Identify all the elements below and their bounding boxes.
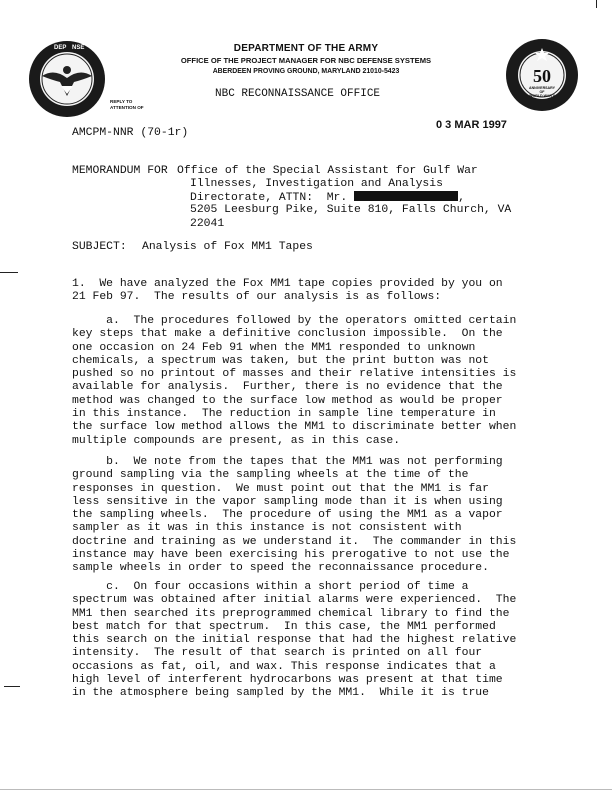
svg-text:WORLD WAR II: WORLD WAR II <box>529 94 555 98</box>
paragraph-1: 1. We have analyzed the Fox MM1 tape copies provided by you on 21 Feb 97. The results of our analysis is as follows: <box>72 278 503 304</box>
memo-line: Illnesses, Investigation and Analysis <box>190 178 443 190</box>
svg-text:DEP: DEP <box>54 45 67 51</box>
office-heading: OFFICE OF THE PROJECT MANAGER FOR NBC DEFENSE SYSTEMS <box>180 56 432 65</box>
subject-label: SUBJECT: <box>72 241 127 253</box>
location-heading: ABERDEEN PROVING GROUND, MARYLAND 21010-5423 <box>212 68 400 75</box>
memo-line: Office of the Special Assistant for Gulf War <box>177 165 478 177</box>
memo-attn-text: Directorate, ATTN: Mr. <box>190 192 348 204</box>
paragraph-b: b. We note from the tapes that the MM1 was not performing ground sampling via the sampling wheels at the time of the responses in question. We must point out that the MM1 is far less sensitive in the vapor sampling mode than it is when using the sampling wheels. The procedure of using the MM1 as a vapor sampler as it was in this instance is not consistent with doctrine and training as we understand it. The commander in this instance may have been exercising his prerogative to not use the sample wheels in order to speed the reconnaissance procedure. <box>72 456 517 575</box>
memo-line: 22041 <box>190 218 225 230</box>
anniversary-number: 50 <box>533 66 551 86</box>
memo-line: 5205 Leesburg Pike, Suite 810, Falls Church, VA <box>190 204 512 216</box>
paragraph-a: a. The procedures followed by the operators omitted certain key steps that make a definitive conclusion impossible. On the one occasion on 24 Feb 91 when the MM1 responded to unknown chemicals, a spectrum was taken, but the print button was not pushed so no printout of masses and their relative intensities is available for analysis. Further, there is no evidence that the method was changed to the surface low method as would be proper in this instance. The reduction in sample line temperature in the surface low method allows the MM1 to discriminate better when multiple compounds are present, as in this case. <box>72 315 517 447</box>
memo-for-label: MEMORANDUM FOR <box>72 165 168 177</box>
scan-edge-mark <box>596 0 597 8</box>
margin-mark <box>0 272 18 273</box>
date-stamp: 0 3 MAR 1997 <box>436 119 507 131</box>
bottom-edge-line <box>0 789 612 790</box>
memo-line: Directorate, ATTN: Mr. , <box>190 192 465 204</box>
svg-text:ANNIVERSARY: ANNIVERSARY <box>528 86 556 90</box>
anniversary-seal <box>505 38 579 112</box>
svg-text:NSE: NSE <box>72 45 85 51</box>
sub-office-heading: NBC RECONNAISSANCE OFFICE <box>215 88 381 100</box>
office-symbol: AMCPM-NNR (70-1r) <box>72 127 189 139</box>
reply-to-label: REPLY TO ATTENTION OF <box>110 99 144 110</box>
svg-text:OF: OF <box>539 90 545 94</box>
paragraph-c: c. On four occasions within a short period of time a spectrum was obtained after initial alarms were experienced. The MM1 then searched its preprogrammed chemical library to find the best match for that spectrum. In this case, the MM1 performed this search on the initial response that had the highest relative intensity. The result of that search is printed on all four occasions as fat, oil, and wax. This response indicates that a high level of interferent hydrocarbons was present at that time in the atmosphere being sampled by the MM1. While it is true <box>72 581 517 700</box>
department-heading: DEPARTMENT OF THE ARMY <box>233 43 379 54</box>
department-of-defense-seal <box>28 40 106 118</box>
margin-mark <box>4 686 20 687</box>
redaction-bar <box>354 191 458 201</box>
subject-text: Analysis of Fox MM1 Tapes <box>142 241 313 253</box>
